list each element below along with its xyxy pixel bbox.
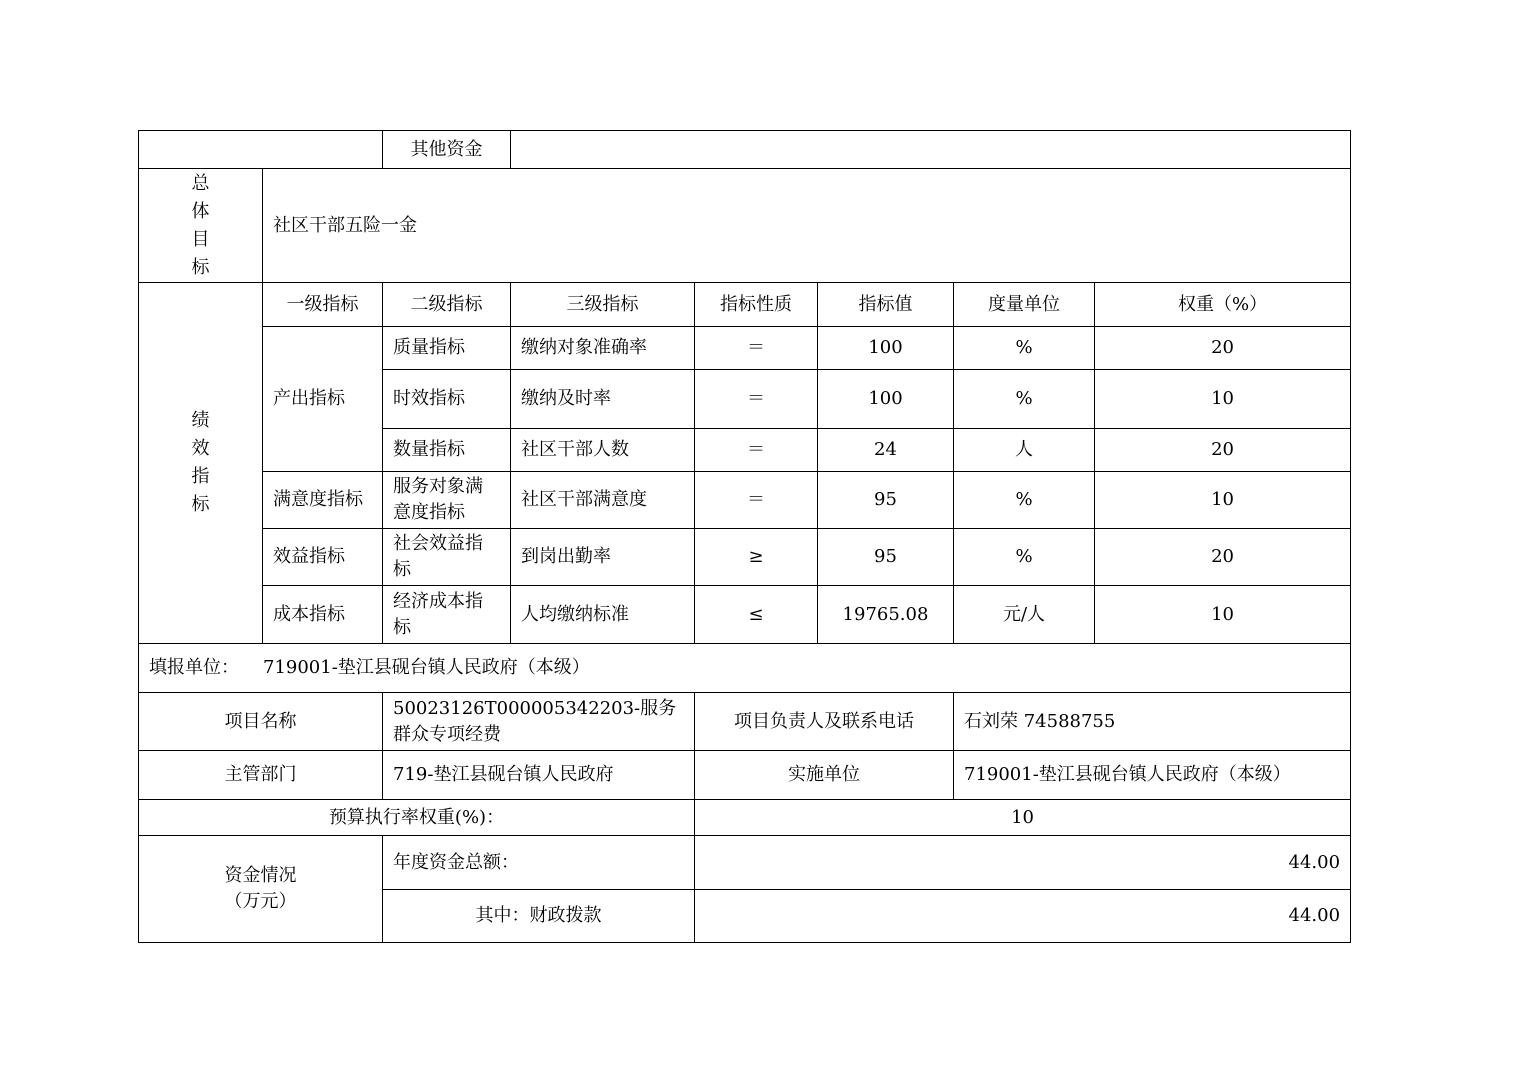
contact-value: 石刘荣 74588755 bbox=[954, 693, 1351, 751]
header-level2: 二级指标 bbox=[383, 283, 511, 327]
level2-cell: 经济成本指标 bbox=[383, 586, 511, 644]
header-unit: 度量单位 bbox=[954, 283, 1095, 327]
funds-label-line1: 资金情况 bbox=[224, 865, 297, 886]
level2-cell: 社会效益指标 bbox=[383, 529, 511, 586]
header-nature: 指标性质 bbox=[695, 283, 818, 327]
overall-goal-text: 社区干部五险一金 bbox=[263, 169, 1351, 283]
other-funds-row bbox=[139, 131, 1351, 169]
level3-cell: 人均缴纳标准 bbox=[511, 586, 695, 644]
nature-cell: ＝ bbox=[695, 370, 818, 429]
table-row bbox=[139, 472, 1351, 529]
other-funds-value bbox=[511, 131, 1351, 169]
table-row bbox=[139, 327, 1351, 370]
fiscal-label: 其中：财政拨款 bbox=[383, 890, 695, 943]
funds-label bbox=[139, 836, 383, 943]
reporting-unit-row bbox=[139, 644, 1351, 693]
dept-label: 主管部门 bbox=[139, 751, 383, 800]
annual-total-row bbox=[139, 836, 1351, 890]
weight-cell: 10 bbox=[1095, 472, 1351, 529]
overall-goal-label: 总体目标 bbox=[139, 169, 263, 283]
level2-cell: 时效指标 bbox=[383, 370, 511, 429]
unit-cell: 元/人 bbox=[954, 586, 1095, 644]
level3-cell: 到岗出勤率 bbox=[511, 529, 695, 586]
level3-cell: 社区干部人数 bbox=[511, 429, 695, 472]
level1-cell: 成本指标 bbox=[263, 586, 383, 644]
annual-total-value: 44.00 bbox=[695, 836, 1351, 890]
impl-value: 719001-垫江县砚台镇人民政府（本级） bbox=[954, 751, 1351, 800]
nature-cell: ＝ bbox=[695, 429, 818, 472]
level3-cell: 缴纳对象准确率 bbox=[511, 327, 695, 370]
reporting-unit-value: 719001-垫江县砚台镇人民政府（本级） bbox=[263, 657, 590, 678]
empty-cell bbox=[139, 131, 383, 169]
level2-cell: 质量指标 bbox=[383, 327, 511, 370]
unit-cell: % bbox=[954, 370, 1095, 429]
contact-label: 项目负责人及联系电话 bbox=[695, 693, 954, 751]
dept-value: 719-垫江县砚台镇人民政府 bbox=[383, 751, 695, 800]
header-weight: 权重（%） bbox=[1095, 283, 1351, 327]
performance-table bbox=[138, 130, 1351, 943]
budget-rate-value: 10 bbox=[695, 800, 1351, 836]
nature-cell: ≥ bbox=[695, 529, 818, 586]
department-row bbox=[139, 751, 1351, 800]
level1-cell: 满意度指标 bbox=[263, 472, 383, 529]
weight-cell: 10 bbox=[1095, 370, 1351, 429]
annual-total-label: 年度资金总额： bbox=[383, 836, 695, 890]
weight-cell: 20 bbox=[1095, 327, 1351, 370]
header-level1: 一级指标 bbox=[263, 283, 383, 327]
project-name-value: 50023126T000005342203-服务群众专项经费 bbox=[383, 693, 695, 751]
unit-cell: % bbox=[954, 327, 1095, 370]
project-name-label: 项目名称 bbox=[139, 693, 383, 751]
fiscal-value: 44.00 bbox=[695, 890, 1351, 943]
perf-indicators-label: 绩效指标 bbox=[139, 283, 263, 644]
weight-cell: 10 bbox=[1095, 586, 1351, 644]
unit-cell: % bbox=[954, 529, 1095, 586]
reporting-unit bbox=[139, 644, 1351, 693]
nature-cell: ＝ bbox=[695, 472, 818, 529]
funds-label-line2: （万元） bbox=[224, 891, 297, 912]
level2-cell: 数量指标 bbox=[383, 429, 511, 472]
value-cell: 95 bbox=[818, 529, 954, 586]
level3-cell: 社区干部满意度 bbox=[511, 472, 695, 529]
table-row bbox=[139, 586, 1351, 644]
value-cell: 100 bbox=[818, 327, 954, 370]
reporting-unit-label: 填报单位： bbox=[149, 657, 239, 678]
level3-cell: 缴纳及时率 bbox=[511, 370, 695, 429]
overall-goal-row bbox=[139, 169, 1351, 283]
budget-rate-label: 预算执行率权重(%)： bbox=[139, 800, 695, 836]
nature-cell: ≤ bbox=[695, 586, 818, 644]
weight-cell: 20 bbox=[1095, 529, 1351, 586]
value-cell: 100 bbox=[818, 370, 954, 429]
header-value: 指标值 bbox=[818, 283, 954, 327]
unit-cell: % bbox=[954, 472, 1095, 529]
unit-cell: 人 bbox=[954, 429, 1095, 472]
header-level3: 三级指标 bbox=[511, 283, 695, 327]
indicator-header-row bbox=[139, 283, 1351, 327]
impl-label: 实施单位 bbox=[695, 751, 954, 800]
nature-cell: ＝ bbox=[695, 327, 818, 370]
value-cell: 24 bbox=[818, 429, 954, 472]
budget-rate-row bbox=[139, 800, 1351, 836]
project-name-row bbox=[139, 693, 1351, 751]
table-row bbox=[139, 529, 1351, 586]
value-cell: 95 bbox=[818, 472, 954, 529]
weight-cell: 20 bbox=[1095, 429, 1351, 472]
other-funds-label: 其他资金 bbox=[383, 131, 511, 169]
level2-cell: 服务对象满意度指标 bbox=[383, 472, 511, 529]
value-cell: 19765.08 bbox=[818, 586, 954, 644]
level1-cell: 产出指标 bbox=[263, 327, 383, 472]
level1-cell: 效益指标 bbox=[263, 529, 383, 586]
